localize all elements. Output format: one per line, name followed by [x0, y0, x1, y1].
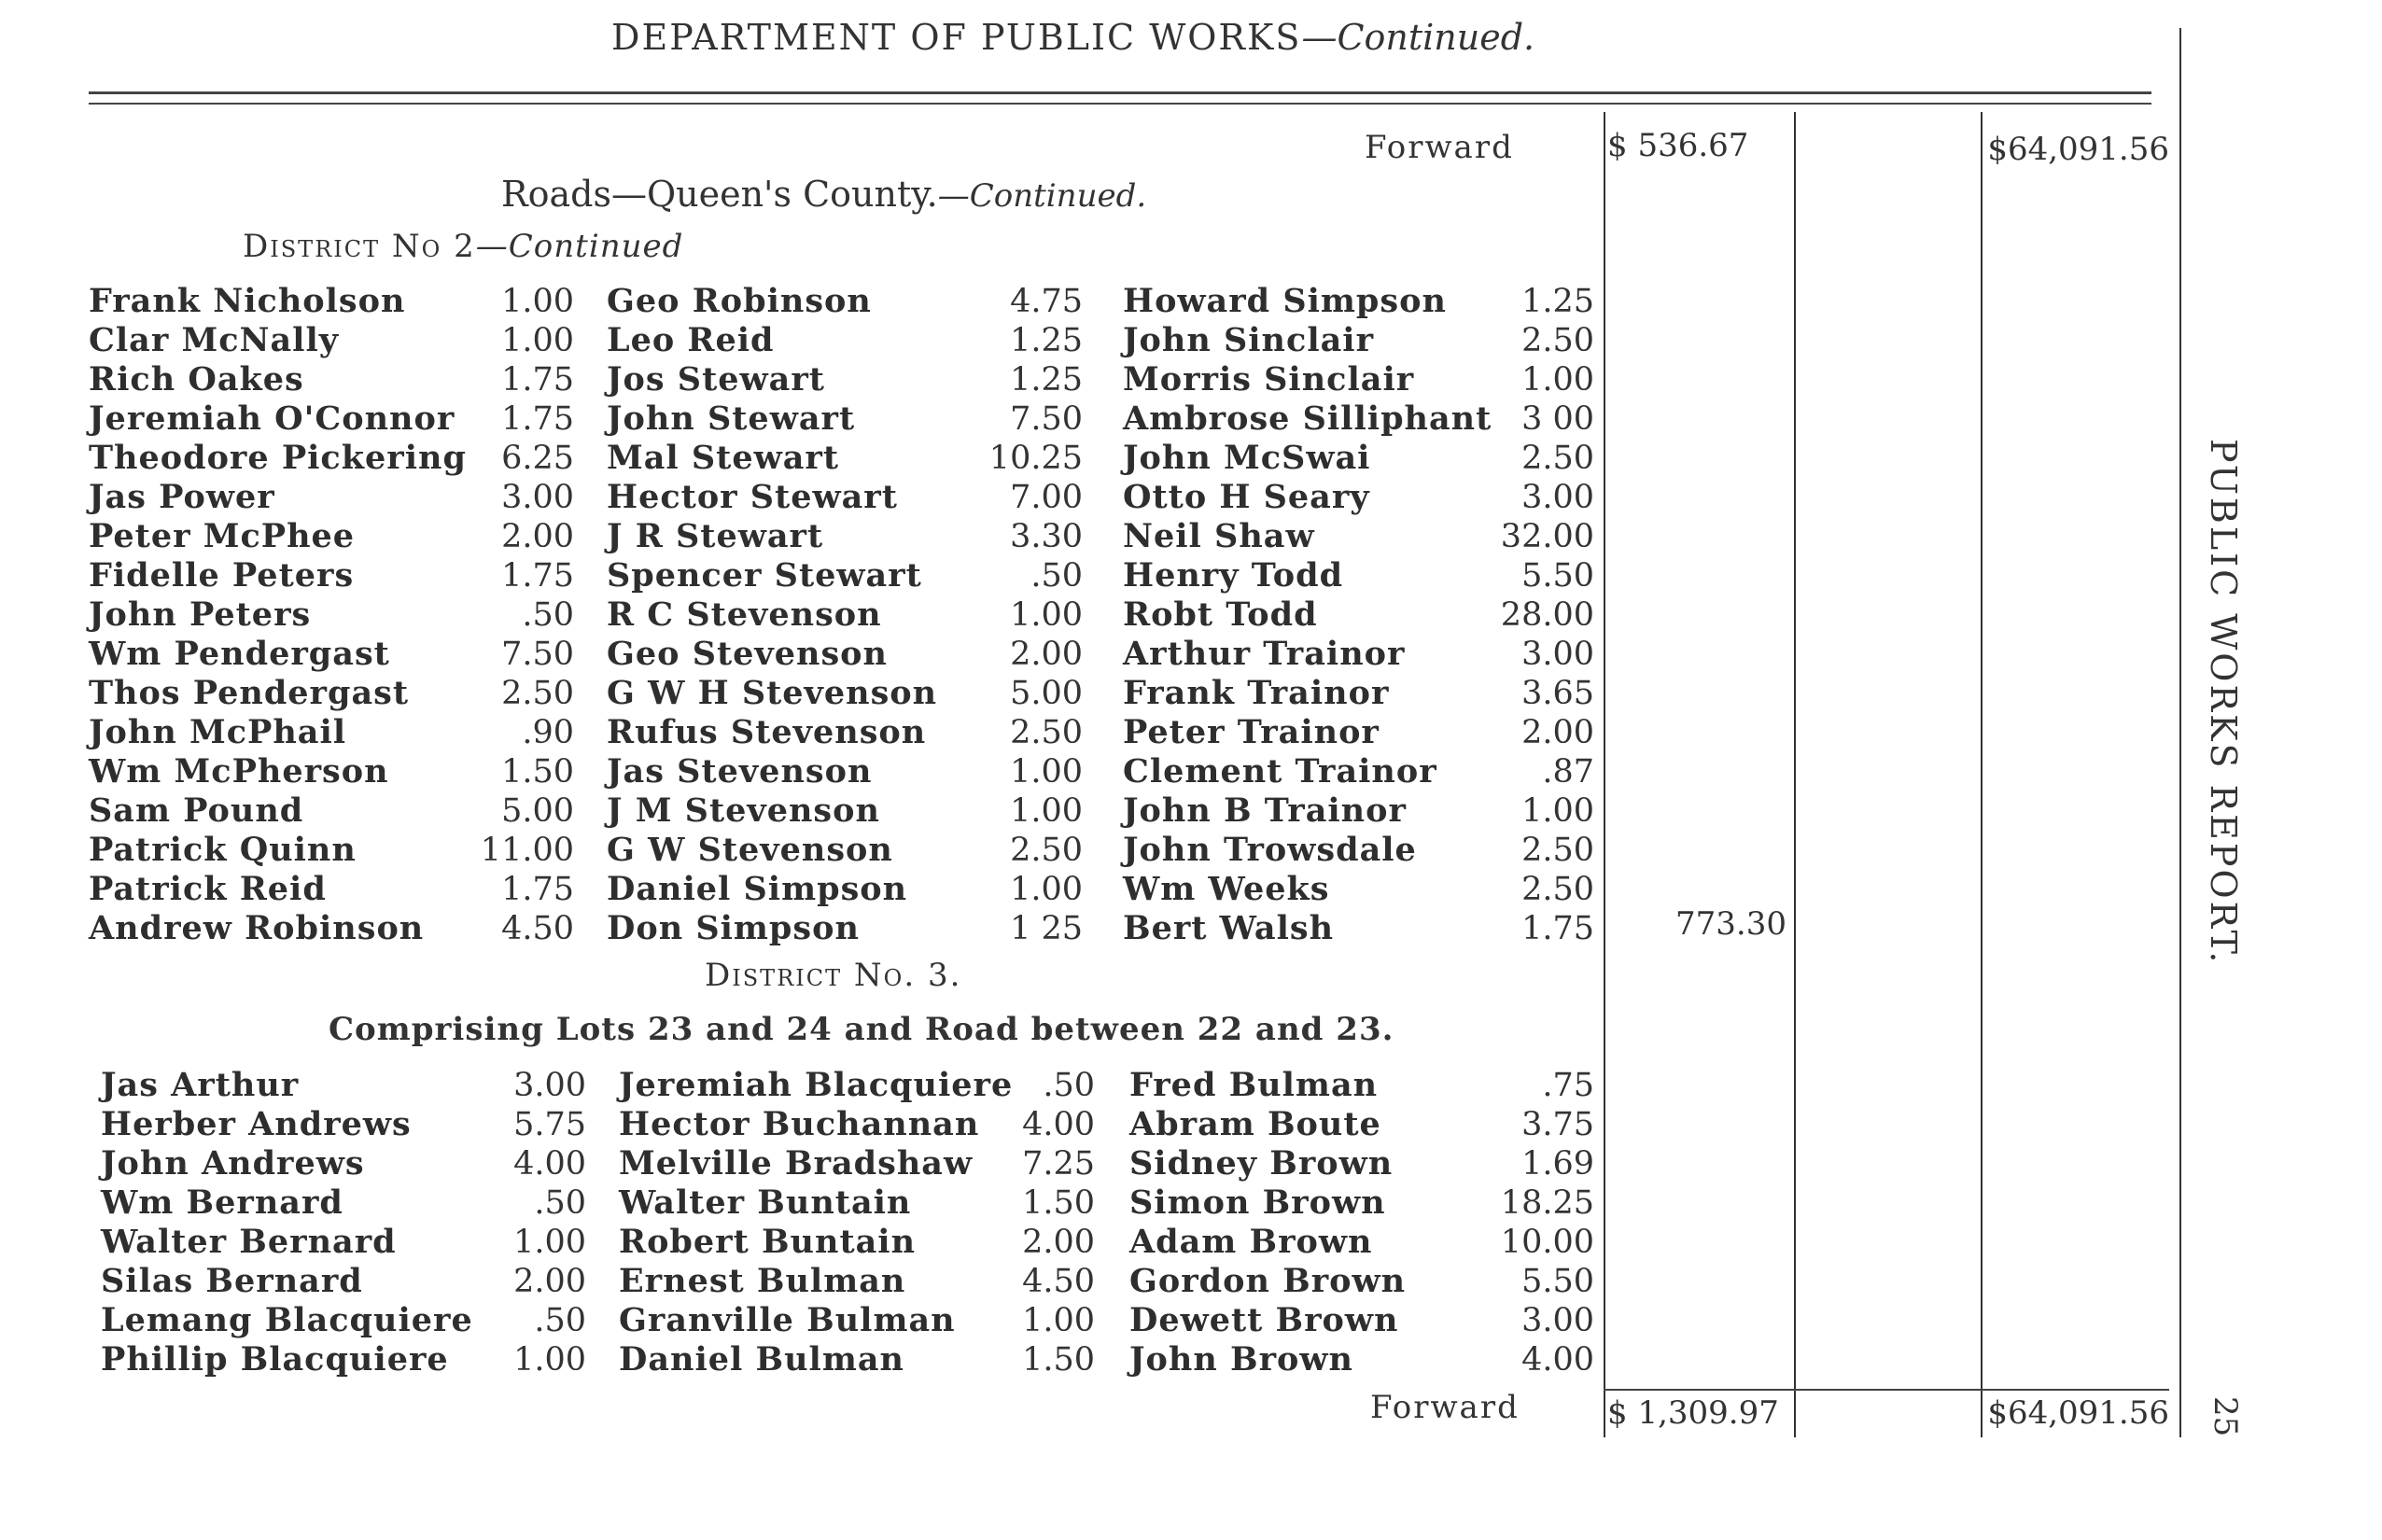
entry-name: R C Stevenson	[607, 595, 882, 634]
list-item	[1123, 752, 1594, 791]
list-item	[607, 909, 1083, 948]
entry-name: Melville Bradshaw	[619, 1144, 974, 1183]
entry-name: Peter Trainor	[1123, 713, 1380, 751]
list-item	[1129, 1183, 1594, 1223]
list-item	[89, 478, 574, 517]
entry-name: John McPhail	[89, 713, 347, 751]
entry-amount: 1.00	[513, 1341, 586, 1379]
entry-amount: 5.50	[1521, 557, 1594, 595]
entry-name: Walter Bernard	[101, 1223, 397, 1261]
list-item	[619, 1105, 1095, 1144]
entry-amount: 6.25	[501, 440, 574, 477]
list-item	[89, 282, 574, 321]
entry-amount: 1.00	[1521, 792, 1594, 830]
entry-name: Fidelle Peters	[89, 556, 355, 595]
entry-amount: 5.50	[1521, 1263, 1594, 1300]
entry-name: Don Simpson	[607, 909, 860, 947]
entry-amount: 7.25	[1022, 1145, 1095, 1183]
list-item	[1123, 791, 1594, 831]
list-item	[1129, 1105, 1594, 1144]
list-item	[101, 1105, 586, 1144]
page-number: 25	[2207, 1396, 2244, 1437]
entry-name: Rich Oakes	[89, 360, 304, 399]
list-item	[607, 870, 1083, 909]
forward-bottom-grand-total: $64,091.56	[1987, 1394, 2169, 1432]
forward-bottom-subtotal: $ 1,309.97	[1607, 1394, 1779, 1432]
entry-name: Sam Pound	[89, 791, 304, 830]
entry-amount: 1.00	[1010, 596, 1083, 634]
entry-amount: 4.00	[1022, 1106, 1095, 1143]
list-item	[89, 831, 574, 870]
list-item	[607, 478, 1083, 517]
entry-name: Hector Buchannan	[619, 1105, 980, 1143]
entry-name: G W Stevenson	[607, 831, 893, 869]
list-item	[619, 1144, 1095, 1183]
list-item	[1129, 1066, 1594, 1105]
forward-top-subtotal: $ 536.67	[1607, 127, 1749, 164]
entry-name: Otto H Seary	[1123, 478, 1370, 516]
entry-name: Ambrose Silliphant	[1123, 399, 1492, 438]
list-item	[1123, 635, 1594, 674]
section-title	[501, 174, 1146, 215]
list-item	[607, 282, 1083, 321]
entry-amount: 32.00	[1500, 518, 1594, 555]
entry-amount: 18.25	[1500, 1184, 1594, 1222]
entry-amount: 28.00	[1500, 596, 1594, 634]
list-item	[619, 1066, 1095, 1105]
entry-name: Leo Reid	[607, 321, 775, 359]
header-rule-bottom	[89, 103, 2151, 105]
entry-name: Dewett Brown	[1129, 1301, 1399, 1339]
entry-amount: .87	[1542, 753, 1594, 791]
entry-name: Phillip Blacquiere	[101, 1340, 449, 1379]
entry-amount: .50	[522, 596, 574, 634]
entry-amount: 3 00	[1521, 400, 1594, 438]
entry-amount: 3.75	[1521, 1106, 1594, 1143]
entry-name: Wm Weeks	[1123, 870, 1330, 908]
entry-amount: 2.00	[513, 1263, 586, 1300]
entry-amount: 2.50	[1521, 440, 1594, 477]
entry-name: Morris Sinclair	[1123, 360, 1415, 399]
forward-bottom-rule	[1604, 1389, 2169, 1391]
entry-name: Patrick Reid	[89, 870, 327, 908]
list-item	[89, 791, 574, 831]
list-item	[101, 1340, 586, 1379]
entry-name: Clement Trainor	[1123, 752, 1437, 791]
entry-name: Hector Stewart	[607, 478, 898, 516]
list-item	[607, 831, 1083, 870]
list-item	[1129, 1144, 1594, 1183]
list-item	[1123, 556, 1594, 595]
list-item	[101, 1223, 586, 1262]
entry-name: Andrew Robinson	[89, 909, 425, 947]
list-item	[1123, 321, 1594, 360]
list-item	[607, 517, 1083, 556]
entry-name: Jas Power	[89, 478, 275, 516]
entry-name: Peter McPhee	[89, 517, 356, 555]
district-2-col-2	[607, 282, 1083, 948]
entry-name: John Peters	[89, 595, 312, 634]
entry-amount: 1.75	[501, 557, 574, 595]
entry-amount: 3.00	[513, 1067, 586, 1104]
entry-amount: 1.75	[501, 871, 574, 908]
entry-amount: 10.25	[988, 440, 1083, 477]
entry-name: Lemang Blacquiere	[101, 1301, 473, 1339]
list-item	[1123, 674, 1594, 713]
margin-border	[2179, 28, 2181, 1437]
entry-amount: 1.69	[1521, 1145, 1594, 1183]
forward-top-grand-total: $64,091.56	[1987, 131, 2169, 168]
list-item	[89, 556, 574, 595]
entry-amount: .50	[1030, 557, 1083, 595]
list-item	[89, 909, 574, 948]
entry-name: Sidney Brown	[1129, 1144, 1394, 1183]
entry-amount: 1.25	[1010, 361, 1083, 399]
entry-amount: 4.00	[1521, 1341, 1594, 1379]
entry-amount: 2.50	[1010, 832, 1083, 869]
list-item	[89, 321, 574, 360]
entry-amount: 4.50	[1022, 1263, 1095, 1300]
entry-amount: 1.00	[513, 1224, 586, 1261]
header-continued: —Continued.	[1301, 17, 1535, 58]
entry-amount: .90	[522, 714, 574, 751]
list-item	[607, 674, 1083, 713]
entry-name: Frank Trainor	[1123, 674, 1390, 712]
entry-amount: 1.50	[1022, 1184, 1095, 1222]
entry-amount: 1.00	[1521, 361, 1594, 399]
list-item	[89, 439, 574, 478]
list-item	[89, 713, 574, 752]
entry-amount: 1.50	[501, 753, 574, 791]
list-item	[89, 360, 574, 399]
list-item	[101, 1144, 586, 1183]
entry-name: John Stewart	[607, 399, 856, 438]
section-title-text: Roads—Queen's County.	[501, 174, 938, 215]
district-3-comprising: Comprising Lots 23 and 24 and Road between 22 and 23.	[329, 1011, 1394, 1048]
entry-amount: 1.00	[501, 322, 574, 359]
list-item	[101, 1301, 586, 1340]
entry-amount: 3.00	[1521, 479, 1594, 516]
entry-name: G W H Stevenson	[607, 674, 938, 712]
entry-amount: 1.00	[501, 283, 574, 320]
entry-name: Granville Bulman	[619, 1301, 956, 1339]
list-item	[89, 870, 574, 909]
money-col-line-3	[1981, 112, 1983, 1437]
entry-name: Jas Arthur	[101, 1066, 300, 1104]
entry-amount: .50	[1043, 1067, 1095, 1104]
section-continued: —Continued.	[937, 177, 1147, 215]
entry-name: John Brown	[1129, 1340, 1353, 1379]
entry-name: Jas Stevenson	[607, 752, 873, 791]
district-3-heading: District No. 3.	[705, 957, 962, 994]
page-header	[611, 17, 1534, 58]
entry-amount: 7.00	[1010, 479, 1083, 516]
district-2-continued: —Continued	[475, 228, 684, 265]
entry-amount: 2.00	[1022, 1224, 1095, 1261]
list-item	[1129, 1262, 1594, 1301]
entry-name: Geo Stevenson	[607, 635, 888, 673]
entry-name: Daniel Bulman	[619, 1340, 905, 1379]
district-2-title: District No 2	[243, 228, 476, 265]
list-item	[101, 1066, 586, 1105]
list-item	[619, 1301, 1095, 1340]
entry-amount: 1.00	[1010, 871, 1083, 908]
list-item	[101, 1262, 586, 1301]
entry-amount: 5.75	[513, 1106, 586, 1143]
list-item	[1129, 1223, 1594, 1262]
entry-amount: 1.00	[1010, 792, 1083, 830]
list-item	[607, 595, 1083, 635]
list-item	[607, 791, 1083, 831]
list-item	[89, 517, 574, 556]
money-col-line-2	[1794, 112, 1796, 1437]
list-item	[607, 321, 1083, 360]
entry-name: Neil Shaw	[1123, 517, 1315, 555]
list-item	[619, 1262, 1095, 1301]
list-item	[89, 635, 574, 674]
list-item	[1129, 1340, 1594, 1379]
district-2-col-3	[1123, 282, 1594, 948]
entry-name: Bert Walsh	[1123, 909, 1335, 947]
district-3-col-3	[1129, 1066, 1594, 1379]
list-item	[607, 556, 1083, 595]
entry-amount: 3.30	[1010, 518, 1083, 555]
entry-name: Mal Stewart	[607, 439, 840, 477]
district-2-col-1	[89, 282, 574, 948]
entry-name: Howard Simpson	[1123, 282, 1447, 320]
header-rule-top	[89, 91, 2151, 94]
list-item	[1123, 399, 1594, 439]
entry-amount: 11.00	[480, 832, 574, 869]
list-item	[1129, 1301, 1594, 1340]
entry-name: Abram Boute	[1129, 1105, 1381, 1143]
entry-name: Gordon Brown	[1129, 1262, 1407, 1300]
list-item	[1123, 870, 1594, 909]
money-col-line-1	[1604, 112, 1605, 1437]
entry-name: John Trowsdale	[1123, 831, 1417, 869]
district-3-col-2	[619, 1066, 1095, 1379]
entry-name: Arthur Trainor	[1123, 635, 1406, 673]
entry-amount: 2.50	[1521, 832, 1594, 869]
entry-name: Frank Nicholson	[89, 282, 406, 320]
list-item	[619, 1340, 1095, 1379]
entry-name: Ernest Bulman	[619, 1262, 906, 1300]
list-item	[1123, 713, 1594, 752]
entry-amount: 5.00	[501, 792, 574, 830]
entry-name: Silas Bernard	[101, 1262, 363, 1300]
entry-name: Rufus Stevenson	[607, 713, 927, 751]
entry-amount: 3.00	[1521, 636, 1594, 673]
forward-bottom-label: Forward	[1370, 1389, 1520, 1426]
district-3-col-1	[101, 1066, 586, 1379]
entry-amount: 3.00	[501, 479, 574, 516]
entry-amount: .75	[1542, 1067, 1594, 1104]
list-item	[607, 399, 1083, 439]
list-item	[1123, 282, 1594, 321]
entry-amount: .50	[534, 1184, 586, 1222]
entry-name: Walter Buntain	[619, 1183, 912, 1222]
entry-name: Wm McPherson	[89, 752, 389, 791]
entry-name: John B Trainor	[1123, 791, 1407, 830]
entry-name: Daniel Simpson	[607, 870, 908, 908]
list-item	[89, 674, 574, 713]
entry-amount: 1.75	[1521, 910, 1594, 947]
entry-name: Fred Bulman	[1129, 1066, 1379, 1104]
entry-name: Clar McNally	[89, 321, 340, 359]
entry-amount: 1.00	[1022, 1302, 1095, 1339]
entry-name: Spencer Stewart	[607, 556, 922, 595]
list-item	[1123, 595, 1594, 635]
list-item	[1123, 360, 1594, 399]
list-item	[1123, 439, 1594, 478]
list-item	[607, 635, 1083, 674]
entry-name: Geo Robinson	[607, 282, 872, 320]
entry-amount: 7.50	[1010, 400, 1083, 438]
entry-name: Henry Todd	[1123, 556, 1344, 595]
entry-amount: 4.50	[501, 910, 574, 947]
entry-name: Thos Pendergast	[89, 674, 410, 712]
entry-amount: 1.00	[1010, 753, 1083, 791]
entry-name: Wm Bernard	[101, 1183, 343, 1222]
list-item	[89, 595, 574, 635]
entry-amount: 2.00	[1521, 714, 1594, 751]
entry-name: Adam Brown	[1129, 1223, 1373, 1261]
entry-amount: 5.00	[1010, 675, 1083, 712]
entry-amount: 2.50	[1010, 714, 1083, 751]
entry-name: Wm Pendergast	[89, 635, 390, 673]
entry-amount: 2.00	[501, 518, 574, 555]
entry-name: J M Stevenson	[607, 791, 880, 830]
list-item	[1123, 517, 1594, 556]
entry-amount: 1.50	[1022, 1341, 1095, 1379]
entry-amount: 3.65	[1521, 675, 1594, 712]
side-title: PUBLIC WORKS REPORT.	[2203, 439, 2244, 966]
entry-amount: 2.00	[1010, 636, 1083, 673]
entry-amount: 4.75	[1010, 283, 1083, 320]
forward-top-label: Forward	[1365, 129, 1514, 166]
entry-name: Robt Todd	[1123, 595, 1318, 634]
entry-name: Patrick Quinn	[89, 831, 357, 869]
entry-amount: 2.50	[1521, 871, 1594, 908]
list-item	[1123, 478, 1594, 517]
entry-name: John McSwai	[1123, 439, 1371, 477]
entry-name: Jos Stewart	[607, 360, 825, 399]
entry-amount: 1.25	[1010, 322, 1083, 359]
list-item	[607, 439, 1083, 478]
entry-amount: 10.00	[1500, 1224, 1594, 1261]
entry-name: Simon Brown	[1129, 1183, 1386, 1222]
header-title: DEPARTMENT OF PUBLIC WORKS	[611, 17, 1302, 58]
entry-name: John Andrews	[101, 1144, 365, 1183]
entry-amount: 1 25	[1010, 910, 1083, 947]
list-item	[619, 1183, 1095, 1223]
list-item	[1123, 831, 1594, 870]
list-item	[89, 752, 574, 791]
entry-name: Jeremiah O'Connor	[89, 399, 455, 438]
entry-amount: 4.00	[513, 1145, 586, 1183]
list-item	[607, 752, 1083, 791]
entry-name: Jeremiah Blacquiere	[619, 1066, 1014, 1104]
entry-name: J R Stewart	[607, 517, 824, 555]
entry-amount: 7.50	[501, 636, 574, 673]
list-item	[607, 360, 1083, 399]
list-item	[619, 1223, 1095, 1262]
entry-amount: 2.50	[501, 675, 574, 712]
list-item	[607, 713, 1083, 752]
entry-amount: 3.00	[1521, 1302, 1594, 1339]
district-2-heading	[243, 228, 683, 265]
list-item	[89, 399, 574, 439]
list-item	[1123, 909, 1594, 948]
entry-amount: 1.75	[501, 400, 574, 438]
district-2-subtotal: 773.30	[1675, 905, 1786, 943]
entry-name: Theodore Pickering	[89, 439, 467, 477]
entry-name: John Sinclair	[1123, 321, 1375, 359]
entry-name: Robert Buntain	[619, 1223, 917, 1261]
entry-name: Herber Andrews	[101, 1105, 412, 1143]
list-item	[101, 1183, 586, 1223]
entry-amount: 1.75	[501, 361, 574, 399]
entry-amount: .50	[534, 1302, 586, 1339]
entry-amount: 1.25	[1521, 283, 1594, 320]
entry-amount: 2.50	[1521, 322, 1594, 359]
